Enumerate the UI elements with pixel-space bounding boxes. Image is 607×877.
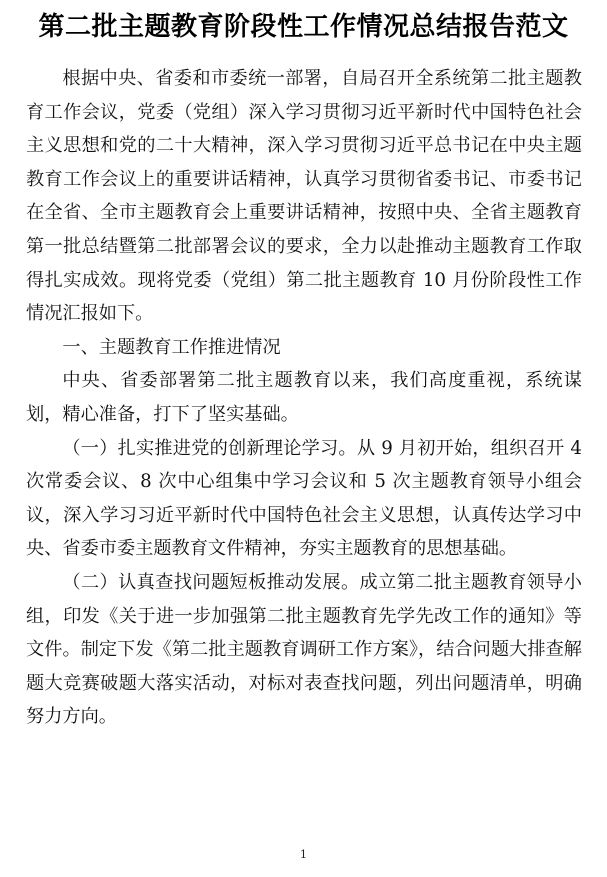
paragraph-overview: 中央、省委部署第二批主题教育以来，我们高度重视，系统谋划，精心准备，打下了坚实基础。: [26, 370, 582, 425]
page-number: 1: [300, 848, 307, 861]
document-body: [26, 62, 582, 734]
paragraph-theory-study: （一）扎实推进党的创新理论学习。从 9 月初开始，组织召开 4 次常委会议、8 次中心组集中学习会议和 5 次主题教育领导小组会议，深入学习习近平新时代中国特色社会主义思想，认真传达学习中央、省委市委主题教育文件精神，夯实主题教育的思想基础。: [26, 437, 582, 560]
document-title: 第二批主题教育阶段性工作情况总结报告范文: [38, 12, 569, 42]
section-heading-progress: 一、主题教育工作推进情况: [62, 336, 281, 358]
paragraph-problem-finding: （二）认真查找问题短板推动发展。成立第二批主题教育领导小组，印发《关于进一步加强第二批主题教育先学先改工作的通知》等文件。制定下发《第二批主题教育调研工作方案》，结合问题大排查解题大竞赛破题大落实活动，对标对表查找问题，列出问题清单，明确努力方向。: [26, 571, 582, 728]
paragraph-intro: 根据中央、省委和市委统一部署，自局召开全系统第二批主题教育工作会议，党委（党组）深入学习贯彻习近平新时代中国特色社会主义思想和党的二十大精神，深入学习贯彻习近平总书记在中央主题教育工作会议上的重要讲话精神，认真学习贯彻省委书记、市委书记在全省、全市主题教育会上重要讲话精神，按照中央、全省主题教育第一批总结暨第二批部署会议的要求，全力以赴推动主题教育工作取得扎实成效。现将党委（党组）第二批主题教育 10 月份阶段性工作情况汇报如下。: [26, 68, 582, 325]
